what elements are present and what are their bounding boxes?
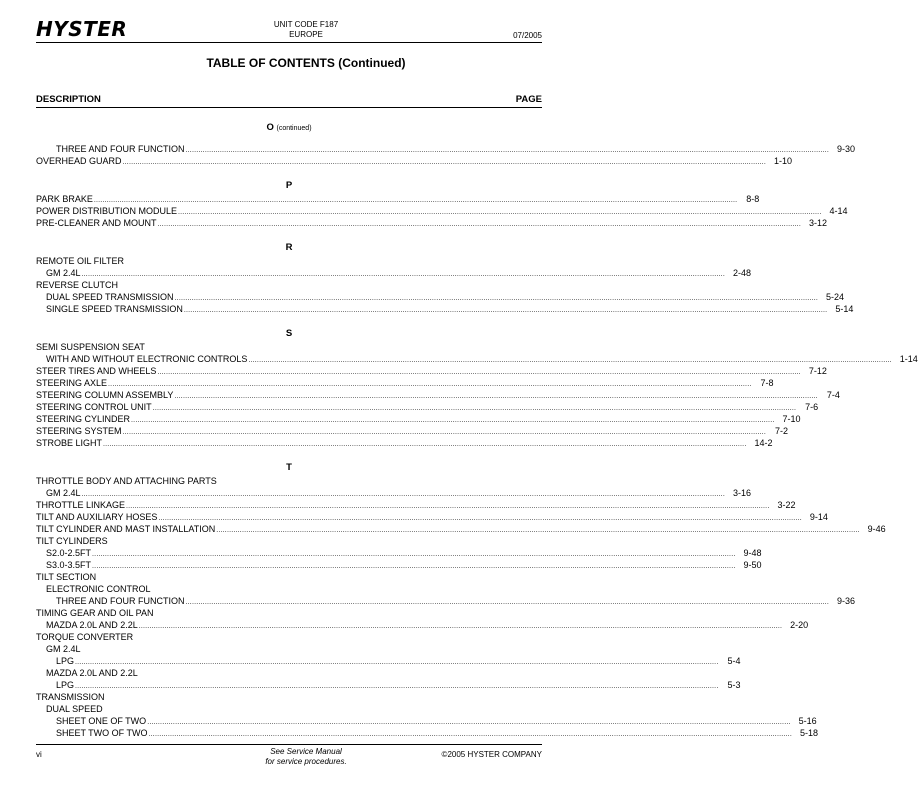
- toc-entry[interactable]: [36, 377, 774, 389]
- entry-label: TILT AND AUXILIARY HOSES: [36, 512, 158, 522]
- leader-dots: ............................................................................................................................................................................................................................................................................................................: [126, 503, 770, 510]
- entry-label: SEMI SUSPENSION SEAT: [36, 342, 145, 352]
- toc-entry[interactable]: [36, 679, 741, 691]
- unit-code: UNIT CODE F187: [273, 20, 339, 29]
- leader-dots: ............................................................................................................................................................................................................................................................................................................: [216, 527, 860, 534]
- entry-label: STEER TIRES AND WHEELS: [36, 366, 157, 376]
- leader-dots: ............................................................................................................................................................................................................................................................................................................: [103, 441, 747, 448]
- toc-entry[interactable]: [36, 619, 809, 631]
- toc-group-heading: [36, 667, 542, 679]
- toc-group-heading: [36, 279, 542, 291]
- entry-label: REMOTE OIL FILTER: [36, 256, 125, 266]
- entry-page: 7-4: [826, 390, 840, 400]
- entry-label: GM 2.4L: [46, 644, 81, 654]
- entry-page: 5-24: [825, 292, 844, 302]
- entry-label: GM 2.4L: [46, 488, 81, 498]
- section-letter: S: [285, 328, 293, 339]
- entry-label: GM 2.4L: [46, 268, 81, 278]
- footer-rule: [36, 744, 542, 745]
- description-column-header: DESCRIPTION: [36, 94, 101, 105]
- leader-dots: ............................................................................................................................................................................................................................................................................................................: [152, 405, 797, 412]
- section-heading-s: [36, 328, 542, 340]
- toc-group-heading: [36, 691, 542, 703]
- entry-label: LPG: [56, 656, 75, 666]
- entry-label: STROBE LIGHT: [36, 438, 103, 448]
- header-date: 07/2005: [513, 31, 542, 40]
- region: EUROPE: [289, 30, 323, 39]
- entry-label: TILT SECTION: [36, 572, 97, 582]
- entry-page: 3-12: [808, 218, 827, 228]
- entry-label: STEERING COLUMN ASSEMBLY: [36, 390, 174, 400]
- toc-entry[interactable]: [36, 143, 855, 155]
- toc-group-heading: [36, 631, 542, 643]
- entry-label: TIMING GEAR AND OIL PAN: [36, 608, 154, 618]
- leader-dots: ............................................................................................................................................................................................................................................................................................................: [138, 623, 783, 630]
- entry-page: 5-14: [835, 304, 854, 314]
- page-title: TABLE OF CONTENTS (Continued): [206, 56, 406, 70]
- section-letter: R: [285, 242, 293, 253]
- leader-dots: ............................................................................................................................................................................................................................................................................................................: [122, 429, 766, 436]
- entry-label: PRE-CLEANER AND MOUNT: [36, 218, 157, 228]
- leader-dots: ............................................................................................................................................................................................................................................................................................................: [92, 551, 736, 558]
- entry-label: THROTTLE LINKAGE: [36, 500, 126, 510]
- toc-entry[interactable]: [36, 559, 762, 571]
- entry-label: TILT CYLINDER AND MAST INSTALLATION: [36, 524, 216, 534]
- section-letter: O: [266, 122, 274, 133]
- entry-page: 3-16: [732, 488, 751, 498]
- leader-dots: ............................................................................................................................................................................................................................................................................................................: [81, 491, 725, 498]
- entry-page: 14-2: [754, 438, 773, 448]
- toc-group-heading: [36, 643, 542, 655]
- footer-note-line2: for service procedures.: [265, 757, 347, 766]
- section-heading-o: [36, 122, 542, 134]
- leader-dots: ............................................................................................................................................................................................................................................................................................................: [157, 369, 801, 376]
- leader-dots: ............................................................................................................................................................................................................................................................................................................: [147, 719, 791, 726]
- entry-page: 5-16: [798, 716, 817, 726]
- toc-entry[interactable]: [36, 437, 773, 449]
- leader-dots: ............................................................................................................................................................................................................................................................................................................: [248, 357, 892, 364]
- toc-entry[interactable]: [36, 715, 817, 727]
- section-heading-p: [36, 180, 542, 192]
- leader-dots: ............................................................................................................................................................................................................................................................................................................: [157, 221, 801, 228]
- entry-page: 5-18: [799, 728, 818, 738]
- toc-entry[interactable]: [36, 547, 762, 559]
- entry-label: STEERING CONTROL UNIT: [36, 402, 152, 412]
- leader-dots: ............................................................................................................................................................................................................................................................................................................: [122, 159, 766, 166]
- entry-label: PARK BRAKE: [36, 194, 93, 204]
- footer-copyright: ©2005 HYSTER COMPANY: [441, 750, 542, 759]
- toc-group-heading: [36, 341, 542, 353]
- leader-dots: ............................................................................................................................................................................................................................................................................................................: [174, 393, 818, 400]
- section-letter: T: [286, 462, 292, 473]
- toc-group-heading: [36, 583, 542, 595]
- leader-dots: ............................................................................................................................................................................................................................................................................................................: [131, 417, 775, 424]
- entry-label: SINGLE SPEED TRANSMISSION: [46, 304, 183, 314]
- toc-group-heading: [36, 535, 542, 547]
- toc-entry[interactable]: [36, 413, 801, 425]
- entry-label: WITH AND WITHOUT ELECTRONIC CONTROLS: [46, 354, 248, 364]
- leader-dots: ............................................................................................................................................................................................................................................................................................................: [81, 271, 725, 278]
- entry-label: STEERING CYLINDER: [36, 414, 131, 424]
- entry-page: 7-6: [805, 402, 819, 412]
- entry-label: THREE AND FOUR FUNCTION: [56, 144, 185, 154]
- entry-label: THROTTLE BODY AND ATTACHING PARTS: [36, 476, 217, 486]
- entry-page: 9-14: [809, 512, 828, 522]
- toc-entry[interactable]: [36, 353, 918, 365]
- entry-page: 5-3: [727, 680, 741, 690]
- leader-dots: ............................................................................................................................................................................................................................................................................................................: [158, 515, 802, 522]
- entry-label: TILT CYLINDERS: [36, 536, 108, 546]
- entry-page: 2-48: [732, 268, 751, 278]
- entry-label: SHEET ONE OF TWO: [56, 716, 147, 726]
- toc-entry[interactable]: [36, 205, 848, 217]
- leader-dots: ............................................................................................................................................................................................................................................................................................................: [148, 731, 792, 738]
- section-heading-t: [36, 462, 542, 474]
- entry-label: STEERING AXLE: [36, 378, 108, 388]
- toc-group-heading: [36, 255, 542, 267]
- entry-page: 7-2: [774, 426, 788, 436]
- toc-entry[interactable]: [36, 217, 827, 229]
- leader-dots: ............................................................................................................................................................................................................................................................................................................: [185, 599, 829, 606]
- entry-label: MAZDA 2.0L AND 2.2L: [46, 668, 138, 678]
- entry-page: 1-10: [773, 156, 792, 166]
- toc-entry[interactable]: [36, 389, 840, 401]
- entry-label: SHEET TWO OF TWO: [56, 728, 148, 738]
- footer-note-line1: See Service Manual: [270, 747, 342, 756]
- entry-label: STEERING SYSTEM: [36, 426, 122, 436]
- entry-page: 9-50: [743, 560, 762, 570]
- entry-label: OVERHEAD GUARD: [36, 156, 122, 166]
- entry-label: ELECTRONIC CONTROL: [46, 584, 151, 594]
- column-header-rule: [36, 107, 542, 108]
- page-column-header: PAGE: [515, 94, 542, 105]
- leader-dots: ............................................................................................................................................................................................................................................................................................................: [178, 209, 822, 216]
- leader-dots: ............................................................................................................................................................................................................................................................................................................: [92, 563, 736, 570]
- hyster-logo: HYSTER: [36, 17, 128, 41]
- entry-page: 5-4: [727, 656, 741, 666]
- leader-dots: ............................................................................................................................................................................................................................................................................................................: [93, 197, 738, 204]
- toc-entry[interactable]: [36, 401, 819, 413]
- toc-entry[interactable]: [36, 511, 828, 523]
- toc-group-heading: [36, 703, 542, 715]
- leader-dots: ............................................................................................................................................................................................................................................................................................................: [174, 295, 818, 302]
- toc-group-heading: [36, 607, 542, 619]
- entry-label: MAZDA 2.0L AND 2.2L: [46, 620, 138, 630]
- toc-entry[interactable]: [36, 267, 751, 279]
- entry-page: 8-8: [746, 194, 760, 204]
- entry-label: LPG: [56, 680, 75, 690]
- entry-label: DUAL SPEED: [46, 704, 103, 714]
- toc-entry[interactable]: [36, 487, 751, 499]
- leader-dots: ............................................................................................................................................................................................................................................................................................................: [183, 307, 828, 314]
- entry-page: 7-12: [808, 366, 827, 376]
- entry-label: DUAL SPEED TRANSMISSION: [46, 292, 174, 302]
- toc-entry[interactable]: [36, 595, 855, 607]
- entry-page: 7-10: [782, 414, 801, 424]
- entry-page: 3-22: [777, 500, 796, 510]
- entry-page: 2-20: [790, 620, 809, 630]
- column-headers: [36, 94, 542, 105]
- toc-entry[interactable]: [36, 291, 844, 303]
- section-heading-r: [36, 242, 542, 254]
- entry-page: 4-14: [829, 206, 848, 216]
- entry-label: THREE AND FOUR FUNCTION: [56, 596, 185, 606]
- toc-entry[interactable]: [36, 193, 760, 205]
- entry-label: POWER DISTRIBUTION MODULE: [36, 206, 178, 216]
- entry-page: 7-8: [760, 378, 774, 388]
- entry-label: S2.0-2.5FT: [46, 548, 92, 558]
- leader-dots: ............................................................................................................................................................................................................................................................................................................: [75, 659, 719, 666]
- toc-entry[interactable]: [36, 365, 827, 377]
- toc-entry[interactable]: [36, 727, 818, 739]
- entry-page: 9-48: [743, 548, 762, 558]
- leader-dots: ............................................................................................................................................................................................................................................................................................................: [185, 147, 829, 154]
- entry-page: 1-14: [899, 354, 918, 364]
- toc-entry[interactable]: [36, 155, 792, 167]
- entry-label: TORQUE CONVERTER: [36, 632, 134, 642]
- header-rule: [36, 42, 542, 43]
- section-continued-note: (continued): [276, 125, 312, 132]
- entry-page: 9-36: [836, 596, 855, 606]
- entry-label: REVERSE CLUTCH: [36, 280, 119, 290]
- toc-group-heading: [36, 475, 542, 487]
- entry-page: 9-30: [836, 144, 855, 154]
- toc-entry[interactable]: [36, 499, 796, 511]
- leader-dots: ............................................................................................................................................................................................................................................................................................................: [108, 381, 752, 388]
- leader-dots: ............................................................................................................................................................................................................................................................................................................: [75, 683, 719, 690]
- entry-page: 9-46: [867, 524, 886, 534]
- toc-entry[interactable]: [36, 425, 788, 437]
- toc-group-heading: [36, 571, 542, 583]
- toc-entry[interactable]: [36, 655, 741, 667]
- section-letter: P: [285, 180, 293, 191]
- toc-entry[interactable]: [36, 523, 886, 535]
- footer-page-number: vi: [36, 750, 42, 759]
- toc-entry[interactable]: [36, 303, 854, 315]
- entry-label: S3.0-3.5FT: [46, 560, 92, 570]
- entry-label: TRANSMISSION: [36, 692, 105, 702]
